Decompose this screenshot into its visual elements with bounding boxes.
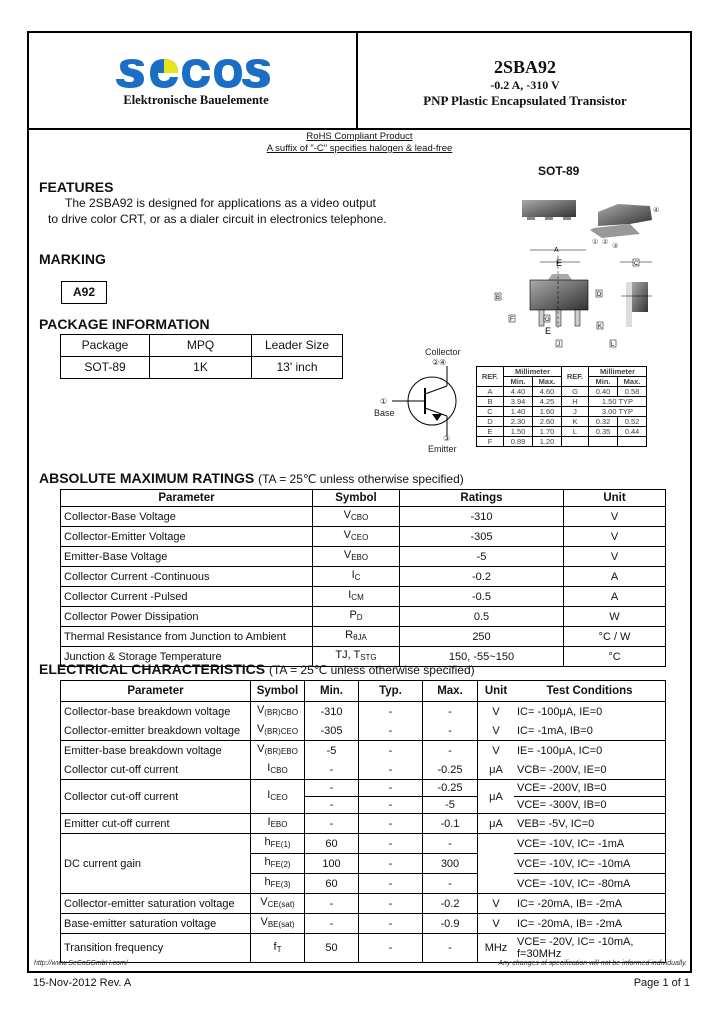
- symbol-sub: CBO: [270, 766, 288, 775]
- svg-text:E: E: [556, 258, 563, 268]
- svg-text:②: ②: [602, 239, 609, 246]
- cell-min: -: [305, 894, 359, 914]
- svg-text:E: E: [545, 326, 552, 336]
- cell: 1.40: [504, 407, 533, 417]
- cell-unit: MHz: [478, 934, 515, 963]
- rohs-notice: [27, 131, 692, 155]
- cell-max: -: [423, 741, 478, 761]
- cell: 4.25: [533, 397, 562, 407]
- cell-min: -: [305, 760, 359, 780]
- cell-conditions: VCE= -10V, IC= -80mA: [514, 874, 666, 894]
- header-cell: Unit: [478, 681, 515, 702]
- table-row: [477, 387, 647, 397]
- cell-unit: V: [478, 702, 515, 722]
- table-row: [61, 834, 666, 854]
- svg-text:B: B: [496, 295, 501, 301]
- table-header-row: [61, 335, 343, 357]
- cell-conditions: IC= -100μA, IE=0: [514, 702, 666, 722]
- electrical-table: [60, 680, 666, 963]
- svg-text:F: F: [510, 317, 514, 323]
- collector-pins: ②④: [432, 358, 447, 367]
- cell: H: [562, 397, 589, 407]
- min-header: Min.: [504, 377, 533, 387]
- cell-symbol: [313, 607, 400, 627]
- cell-typ: -: [359, 797, 423, 814]
- cell: 0.52: [618, 417, 647, 427]
- max-header: Max.: [618, 377, 647, 387]
- package-info-table: [60, 334, 343, 379]
- abs-max-title: [39, 470, 464, 486]
- cell-param: Collector-base breakdown voltage: [61, 702, 251, 722]
- cell-param: Emitter-base breakdown voltage: [61, 741, 251, 761]
- cell-min: 60: [305, 834, 359, 854]
- table-row: [477, 397, 647, 407]
- cell: A: [477, 387, 504, 397]
- secos-logo-icon: [116, 58, 276, 94]
- cell-max: -: [423, 702, 478, 722]
- part-description: PNP Plastic Encapsulated Transistor: [423, 93, 627, 108]
- cell: 0.44: [618, 427, 647, 437]
- cell-min: -310: [305, 702, 359, 722]
- cell-symbol: [313, 547, 400, 567]
- cell-conditions: VCE= -300V, IB=0: [514, 797, 666, 814]
- cell-symbol: [251, 854, 305, 874]
- cell-unit: μA: [478, 780, 515, 814]
- cell-typ: -: [359, 854, 423, 874]
- cell-conditions: IC= -1mA, IB=0: [514, 721, 666, 741]
- cell-typ: -: [359, 934, 423, 963]
- cell-max: -: [423, 874, 478, 894]
- symbol-sub: CEO: [270, 793, 288, 802]
- cell-unit: °C / W: [564, 627, 666, 647]
- cell-conditions: [514, 934, 666, 963]
- table-row: [61, 587, 666, 607]
- header-cell: Leader Size: [252, 335, 343, 357]
- cell-symbol: [251, 874, 305, 894]
- sot89-package-drawing-icon: [490, 200, 690, 360]
- package-info-title: PACKAGE INFORMATION: [39, 316, 210, 332]
- symbol: V: [257, 743, 265, 755]
- cell-param: Collector cut-off current: [61, 760, 251, 780]
- svg-text:①: ①: [592, 239, 599, 246]
- symbol: V: [343, 509, 351, 521]
- cell: E: [477, 427, 504, 437]
- symbol: I: [348, 589, 352, 601]
- header-cell: Max.: [423, 681, 478, 702]
- features-line-2: to drive color CRT, or as a dialer circuit in electronics telephone.: [48, 212, 387, 226]
- cell-leader-size: 13' inch: [252, 357, 343, 379]
- svg-text:③: ③: [612, 243, 619, 250]
- cell: 0.40: [589, 387, 618, 397]
- cell-typ: -: [359, 894, 423, 914]
- brand-subtitle: Elektronische Bauelemente: [123, 93, 269, 107]
- symbol: h: [264, 836, 271, 848]
- symbol: I: [267, 762, 271, 774]
- cell: [618, 437, 647, 447]
- cell-symbol: [251, 780, 305, 814]
- cell-unit: V: [478, 741, 515, 761]
- cell-max: -0.1: [423, 814, 478, 834]
- symbol: I: [267, 816, 271, 828]
- cell-unit: μA: [478, 760, 515, 780]
- cell-conditions: IC= -20mA, IB= -2mA: [514, 894, 666, 914]
- table-row: [61, 721, 666, 741]
- cell: 0.58: [618, 387, 647, 397]
- header-divider: [27, 128, 692, 130]
- cell: 2.30: [504, 417, 533, 427]
- table-header-row: [61, 681, 666, 702]
- table-row: [61, 547, 666, 567]
- min-header: Min.: [589, 377, 618, 387]
- cell-value: -5: [400, 547, 564, 567]
- cell-max: 300: [423, 854, 478, 874]
- symbol: h: [264, 876, 271, 888]
- dimension-table: [476, 366, 647, 447]
- table-header-row: [61, 490, 666, 507]
- table-row: [477, 407, 647, 417]
- cell-conditions: VCE= -10V, IC= -1mA: [514, 834, 666, 854]
- features-line-1: The 2SBA92 is designed for applications as a video output: [65, 196, 376, 210]
- header-cell: Symbol: [251, 681, 305, 702]
- cell-unit: V: [478, 721, 515, 741]
- symbol-sub: (BR)CBO: [264, 708, 299, 717]
- symbol-sub: EBO: [351, 553, 369, 562]
- table-row: [61, 507, 666, 527]
- rohs-line-1: RoHS Compliant Product: [306, 131, 413, 142]
- cell: 1.50 TYP: [589, 397, 647, 407]
- cell-unit: μA: [478, 814, 515, 834]
- cell-typ: -: [359, 741, 423, 761]
- cell-conditions: VCB= -200V, IE=0: [514, 760, 666, 780]
- cell-conditions: IE= -100μA, IC=0: [514, 741, 666, 761]
- cell-param: Collector-emitter breakdown voltage: [61, 721, 251, 741]
- collector-label: Collector: [425, 347, 461, 357]
- symbol-sub: C: [354, 573, 361, 582]
- cell-unit: V: [564, 547, 666, 567]
- svg-text:D: D: [597, 292, 602, 298]
- header-cell: Parameter: [61, 681, 251, 702]
- symbol: I: [351, 569, 355, 581]
- cell-param: Junction & Storage Temperature: [61, 647, 313, 667]
- cell-conditions: VCE= -10V, IC= -10mA: [514, 854, 666, 874]
- cell-conditions: IC= -20mA, IB= -2mA: [514, 914, 666, 934]
- symbol-sub: (BR)EBO: [264, 747, 298, 756]
- cell: G: [562, 387, 589, 397]
- cell-min: -5: [305, 741, 359, 761]
- cell-symbol: [313, 507, 400, 527]
- table-row: [61, 780, 666, 797]
- cell-value: 250: [400, 627, 564, 647]
- symbol-sub: CEO: [351, 533, 369, 542]
- cell-value: 0.5: [400, 607, 564, 627]
- part-header: [358, 57, 692, 109]
- header-cell: Package: [61, 335, 150, 357]
- cell: [589, 437, 618, 447]
- cell-symbol: [251, 914, 305, 934]
- symbol: f: [273, 940, 277, 953]
- package-drawing-title: SOT-89: [538, 164, 580, 178]
- cell-min: -305: [305, 721, 359, 741]
- cell-unit: A: [564, 587, 666, 607]
- cell-param: Collector Power Dissipation: [61, 607, 313, 627]
- cell: 3.00 TYP: [589, 407, 647, 417]
- cell-value: -305: [400, 527, 564, 547]
- table-header-row: [477, 367, 647, 377]
- electrical-title: [39, 661, 475, 677]
- svg-text:K: K: [598, 324, 603, 330]
- cell-param: Collector Current -Continuous: [61, 567, 313, 587]
- base-label: Base: [374, 408, 395, 418]
- cell-symbol: [313, 587, 400, 607]
- symbol: h: [264, 856, 271, 868]
- table-row: [477, 437, 647, 447]
- cell-param: Collector-emitter saturation voltage: [61, 894, 251, 914]
- cell-max: -0.25: [423, 760, 478, 780]
- cell: 0.32: [589, 417, 618, 427]
- cell-package: SOT-89: [61, 357, 150, 379]
- header-cell: Test Conditions: [514, 681, 666, 702]
- table-row: [61, 607, 666, 627]
- symbol: TJ, T: [335, 649, 361, 661]
- cell-max: -5: [423, 797, 478, 814]
- table-row: [477, 427, 647, 437]
- cell-max: -0.25: [423, 780, 478, 797]
- cell-min: -: [305, 780, 359, 797]
- symbol-sub: (BR)CEO: [264, 727, 299, 736]
- cell-symbol: [251, 814, 305, 834]
- emitter-label: Emitter: [428, 444, 457, 454]
- cell: [562, 437, 589, 447]
- svg-text:J: J: [557, 342, 560, 348]
- cell: 0.35: [589, 427, 618, 437]
- part-number: 2SBA92: [493, 57, 556, 77]
- table-row: [477, 417, 647, 427]
- abs-max-title-text: ABSOLUTE MAXIMUM RATINGS: [39, 470, 255, 486]
- cell-min: -: [305, 814, 359, 834]
- symbol: V: [256, 723, 265, 735]
- symbol: V: [343, 549, 352, 561]
- cell-max: -: [423, 934, 478, 963]
- table-row: [61, 567, 666, 587]
- marking-title: MARKING: [39, 251, 106, 267]
- table-row: [61, 934, 666, 963]
- cell: C: [477, 407, 504, 417]
- date-revision: 15-Nov-2012 Rev. A: [33, 977, 132, 989]
- abs-max-table: [60, 489, 666, 667]
- symbol: V: [260, 896, 268, 908]
- cell-param: Emitter cut-off current: [61, 814, 251, 834]
- cell-param: Base-emitter saturation voltage: [61, 914, 251, 934]
- unit-header: Millimeter: [589, 367, 647, 377]
- cell-symbol: [313, 527, 400, 547]
- cell: B: [477, 397, 504, 407]
- electrical-title-text: ELECTRICAL CHARACTERISTICS: [39, 661, 266, 677]
- condition-line-2: f=30MHz: [517, 948, 562, 960]
- cell-max: -0.2: [423, 894, 478, 914]
- svg-text:L: L: [611, 342, 615, 348]
- cell-param: DC current gain: [61, 834, 251, 894]
- svg-text:G: G: [545, 317, 550, 323]
- cell-unit: A: [564, 567, 666, 587]
- svg-text:④: ④: [653, 207, 660, 214]
- cell-param: Collector cut-off current: [61, 780, 251, 814]
- marking-code: A92: [61, 281, 107, 304]
- cell-symbol: [313, 567, 400, 587]
- cell-typ: -: [359, 914, 423, 934]
- header-cell: Typ.: [359, 681, 423, 702]
- symbol: V: [343, 529, 351, 541]
- cell: 3.94: [504, 397, 533, 407]
- footer-url[interactable]: http://www.SeCoSGmbH.com/: [34, 960, 128, 967]
- symbol-sub: STG: [360, 653, 377, 662]
- electrical-condition: (TA = 25℃ unless otherwise specified): [268, 663, 475, 677]
- cell-symbol: [251, 760, 305, 780]
- cell-symbol: [251, 834, 305, 854]
- pnp-transistor-symbol-icon: [370, 344, 475, 454]
- cell-typ: -: [359, 874, 423, 894]
- cell: 2.60: [533, 417, 562, 427]
- svg-text:C: C: [634, 261, 639, 267]
- cell-typ: -: [359, 721, 423, 741]
- base-pin: ①: [380, 397, 388, 406]
- cell-param: Transition frequency: [61, 934, 251, 963]
- cell: 4.40: [504, 387, 533, 397]
- symbol-sub: FE(3): [270, 880, 291, 889]
- max-header: Max.: [533, 377, 562, 387]
- cell: 1.70: [533, 427, 562, 437]
- cell-min: 100: [305, 854, 359, 874]
- cell: 0.89: [504, 437, 533, 447]
- table-row: [61, 914, 666, 934]
- cell-param: Collector-Base Voltage: [61, 507, 313, 527]
- symbol: V: [260, 916, 268, 928]
- cell-unit: V: [564, 507, 666, 527]
- svg-text:A: A: [554, 247, 559, 254]
- table-row: [61, 814, 666, 834]
- cell-symbol: [313, 627, 400, 647]
- cell-max: -: [423, 721, 478, 741]
- cell-conditions: VCE= -200V, IB=0: [514, 780, 666, 797]
- header-cell: Unit: [564, 490, 666, 507]
- cell-param: Emitter-Base Voltage: [61, 547, 313, 567]
- ref-header: REF.: [477, 367, 504, 387]
- cell-unit: W: [564, 607, 666, 627]
- symbol: I: [267, 789, 271, 801]
- cell: 1.20: [533, 437, 562, 447]
- cell-typ: -: [359, 760, 423, 780]
- rohs-line-2: A suffix of "-C" specifies halogen & lead-free: [266, 143, 453, 154]
- footer-notice: Any changes of specification will not be informed individually.: [498, 960, 687, 967]
- symbol: V: [256, 704, 265, 716]
- cell-value: -310: [400, 507, 564, 527]
- cell: J: [562, 407, 589, 417]
- header-cell: Min.: [305, 681, 359, 702]
- cell-max: -0.9: [423, 914, 478, 934]
- symbol-sub: D: [356, 613, 363, 622]
- cell-unit: V: [478, 894, 515, 914]
- cell-value: -0.2: [400, 567, 564, 587]
- cell: L: [562, 427, 589, 437]
- table-row: [61, 741, 666, 761]
- symbol-sub: CBO: [351, 513, 369, 522]
- cell-value: -0.5: [400, 587, 564, 607]
- cell-typ: -: [359, 780, 423, 797]
- header-cell: Ratings: [400, 490, 564, 507]
- cell-symbol: [251, 894, 305, 914]
- cell-symbol: [251, 741, 305, 761]
- cell-typ: -: [359, 702, 423, 722]
- cell-param: Thermal Resistance from Junction to Ambient: [61, 627, 313, 647]
- cell-unit: °C: [564, 647, 666, 667]
- abs-max-condition: (TA = 25℃ unless otherwise specified): [258, 472, 464, 486]
- symbol-sub: CE(sat): [267, 900, 295, 909]
- cell: 1.60: [533, 407, 562, 417]
- header-cell: Parameter: [61, 490, 313, 507]
- page-number: Page 1 of 1: [633, 977, 690, 989]
- features-text: [48, 195, 387, 227]
- symbol-sub: EBO: [270, 820, 288, 829]
- features-title: FEATURES: [39, 179, 114, 195]
- cell-param: Collector Current -Pulsed: [61, 587, 313, 607]
- cell-min: 50: [305, 934, 359, 963]
- table-row: [61, 527, 666, 547]
- symbol-sub: T: [276, 944, 282, 954]
- table-row: [61, 760, 666, 780]
- cell-typ: -: [359, 834, 423, 854]
- cell-unit: V: [564, 527, 666, 547]
- cell-min: -: [305, 914, 359, 934]
- cell: 1.50: [504, 427, 533, 437]
- cell: D: [477, 417, 504, 427]
- cell-mpq: 1K: [150, 357, 252, 379]
- symbol: R: [345, 629, 354, 641]
- table-row: [61, 357, 343, 379]
- cell-unit: [478, 834, 515, 894]
- symbol: P: [349, 609, 357, 621]
- cell: 4.60: [533, 387, 562, 397]
- condition-line-1: VCE= -20V, IC= -10mA,: [517, 936, 634, 948]
- header-cell: Symbol: [313, 490, 400, 507]
- cell-unit: V: [478, 914, 515, 934]
- cell-min: -: [305, 797, 359, 814]
- symbol-sub: FE(1): [270, 840, 291, 849]
- cell: F: [477, 437, 504, 447]
- cell: K: [562, 417, 589, 427]
- cell-min: 60: [305, 874, 359, 894]
- symbol-sub: BE(sat): [267, 920, 295, 929]
- header-cell: MPQ: [150, 335, 252, 357]
- table-row: [61, 894, 666, 914]
- ref-header: REF.: [562, 367, 589, 387]
- table-row: [61, 702, 666, 722]
- symbol-sub: θJA: [353, 633, 367, 642]
- cell-param: Collector-Emitter Voltage: [61, 527, 313, 547]
- cell-conditions: VEB= -5V, IC=0: [514, 814, 666, 834]
- cell-symbol: [251, 702, 305, 722]
- table-row: [61, 627, 666, 647]
- symbol-sub: CM: [351, 593, 364, 602]
- cell-typ: -: [359, 814, 423, 834]
- emitter-pin: ③: [443, 434, 451, 443]
- unit-header: Millimeter: [504, 367, 562, 377]
- cell-symbol: [251, 934, 305, 963]
- cell-value: 150, -55~150: [400, 647, 564, 667]
- cell-symbol: [251, 721, 305, 741]
- symbol-sub: FE(2): [270, 860, 291, 869]
- cell-max: -: [423, 834, 478, 854]
- part-rating: -0.2 A, -310 V: [490, 78, 560, 92]
